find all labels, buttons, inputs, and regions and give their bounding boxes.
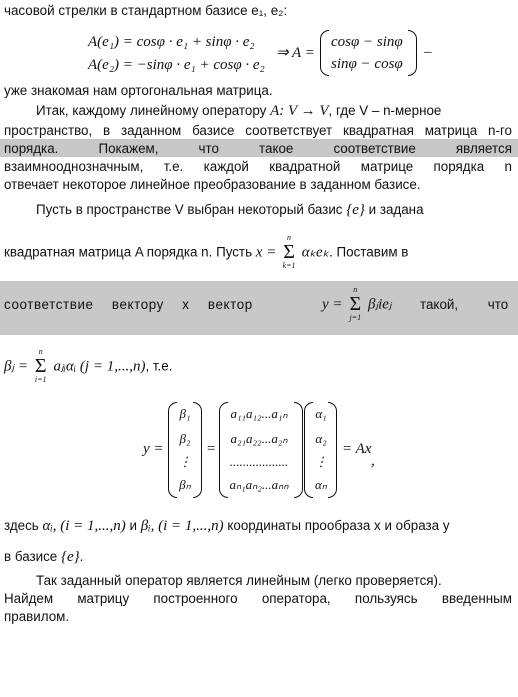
y-sum-formula: y = n Σ j=1 βⱼieⱼ bbox=[322, 285, 392, 322]
a-matrix-row-dots: .................. bbox=[229, 454, 289, 469]
rotation-matrix-right-paren bbox=[408, 30, 417, 76]
rotation-dash: – bbox=[424, 44, 432, 60]
beta-dots: ⋮ bbox=[178, 454, 192, 469]
paragraph-1-line-2: пространство, в заданном базисе соответствует квадратная матрица n-го bbox=[4, 123, 512, 138]
rotation-matrix-row-2: sinφ − cosφ bbox=[331, 56, 403, 72]
x-equals: x = bbox=[255, 244, 277, 261]
alpha-vector-right-paren bbox=[328, 402, 337, 498]
intro-line: часовой стрелки в стандартном базисе e₁, e₂: bbox=[4, 3, 288, 18]
alpha-1: α₁ bbox=[315, 406, 327, 421]
sum-over-k: n Σ k=1 bbox=[282, 233, 296, 270]
a-matrix-right-paren bbox=[294, 402, 303, 498]
matrix-trailing-comma: , bbox=[371, 453, 375, 469]
sum-over-i: n Σ i=1 bbox=[34, 347, 47, 384]
basis-e-2: {e} bbox=[61, 549, 80, 565]
alpha-index-range: αᵢ, (i = 1,...,n) bbox=[42, 518, 126, 534]
rotation-matrix-left-paren bbox=[320, 30, 329, 76]
paragraph-1-line-3: порядка. Покажем, что такое соответствие является bbox=[4, 141, 512, 156]
paragraph-1-line-4: взаимнооднозначным, т.е. каждой квадратной матрице порядка n bbox=[4, 159, 512, 174]
alpha-dots: ⋮ bbox=[314, 454, 328, 469]
matrix-y-equals: y = bbox=[143, 441, 164, 457]
paragraph-3-line-1: здесь αᵢ, (i = 1,...,n) и βᵢ, (i = 1,...,n) координаты прообраза x и образа y bbox=[4, 518, 450, 534]
paragraph-2-line-2: квадратная матрица A порядка n. Пусть x = n Σ k=1 αₖeₖ. Поставим в bbox=[4, 233, 409, 270]
beta-2: β₂ bbox=[179, 431, 191, 446]
a-matrix-row-n: aₙ₁aₙ₂...aₙₙ bbox=[229, 477, 289, 492]
paragraph-3-line-2: в базисе {e}. bbox=[4, 549, 84, 565]
paragraph-4-line-1: Так заданный оператор является линейным (легко проверяется). bbox=[36, 573, 442, 588]
paragraph-4-line-2: Найдем матрицу построенного оператора, пользуясь введенным bbox=[4, 591, 512, 606]
paragraph-2-line-1: Пусть в пространстве V выбран некоторый базис {e} и задана bbox=[36, 202, 424, 218]
paragraph-2-line-3: соответствие вектору x вектор bbox=[4, 297, 253, 312]
paragraph-1-line-5: отвечает некоторое линейное преобразование в заданном базисе. bbox=[4, 177, 421, 192]
equals-ax: = Ax bbox=[342, 441, 372, 457]
rotation-matrix-row-1: cosφ − sinφ bbox=[331, 34, 403, 50]
paragraph-4-line-3: правилом. bbox=[4, 609, 70, 624]
implies-matrix-a: ⇒ A = bbox=[276, 45, 315, 61]
sum-over-j: n Σ j=1 bbox=[349, 285, 362, 322]
operator-formula: A: V → V bbox=[270, 103, 329, 119]
beta-sum-formula: βⱼ = n Σ i=1 aⱼᵢαᵢ (j = 1,...,n), т.е. bbox=[4, 347, 173, 384]
matrix-equals-sign: = bbox=[206, 441, 217, 457]
alpha-2: α₂ bbox=[315, 431, 327, 446]
alpha-n: αₙ bbox=[314, 477, 327, 492]
orthogonal-line: уже знакомая нам ортогональная матрица. bbox=[4, 83, 273, 98]
x-term: αₖeₖ bbox=[301, 244, 330, 261]
paragraph-1-line-1: Итак, каждому линейному оператору A: V → V, где V – n-мерное bbox=[36, 103, 442, 119]
rotation-equation-1: A(e₁) = cosφ · e₁ + sinφ · e₂ bbox=[88, 34, 255, 50]
beta-n: βₙ bbox=[179, 477, 191, 492]
a-matrix-row-1: a₁₁a₁₂...a₁ₙ bbox=[230, 406, 288, 421]
basis-e: {e} bbox=[346, 202, 365, 218]
such-that: такой, что bbox=[420, 297, 509, 312]
rotation-equation-2: A(e₂) = −sinφ · e₁ + cosφ · e₂ bbox=[88, 57, 265, 73]
beta-index-range: βᵢ, (i = 1,...,n) bbox=[140, 518, 224, 534]
a-matrix-row-2: a₂₁a₂₂...a₂ₙ bbox=[230, 431, 288, 446]
beta-1: β₁ bbox=[179, 406, 191, 421]
beta-vector-right-paren bbox=[193, 402, 202, 498]
